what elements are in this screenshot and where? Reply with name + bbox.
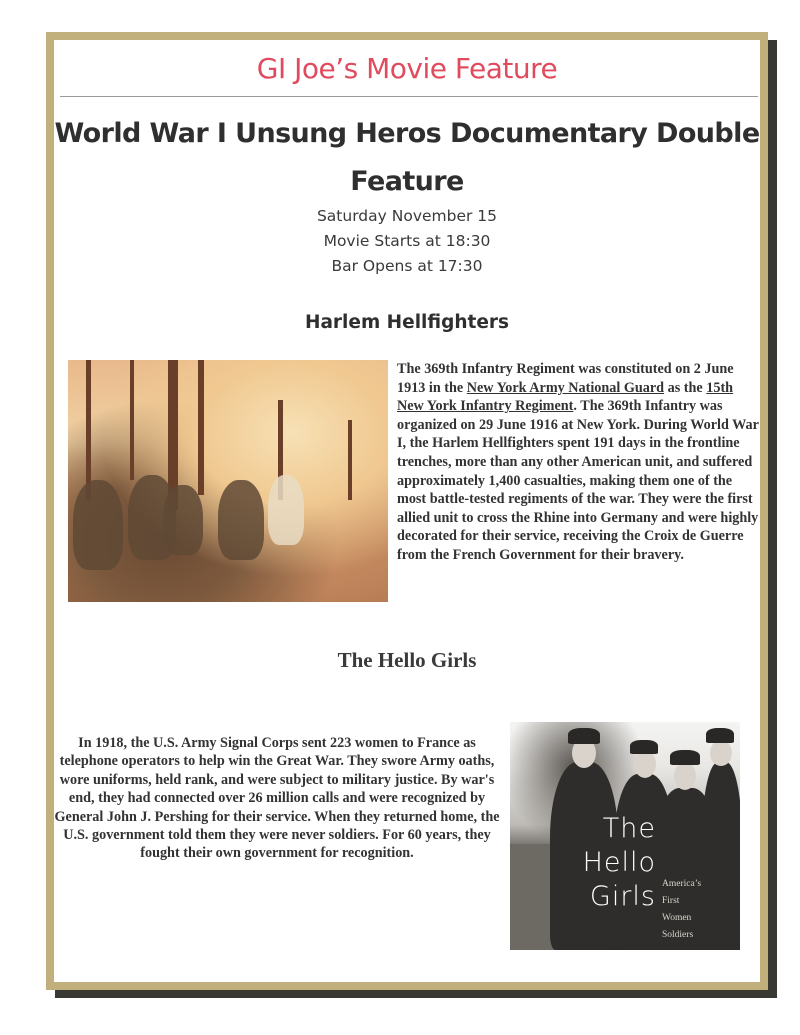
book-title: The Hello Girls	[582, 813, 656, 912]
flyer-page	[54, 40, 760, 982]
header-title: GI Joe’s Movie Feature	[256, 52, 558, 85]
event-info	[54, 204, 760, 279]
hello-girls-description: In 1918, the U.S. Army Signal Corps sent 223 women to France as telephone operators to help win the Great War. They swore Army oaths, wore uniforms, held rank, and were subject to military justice. By war's end, they had connected over 26 million calls and were recognized by General John J. Pershing for their service. When they returned home, the U.S. government told them they were never soldiers. For 60 years, they fought their own government for recognition.	[54, 735, 500, 862]
bar-open-time: Bar Opens at 17:30	[331, 257, 483, 275]
book-subtitle: America’s First Women Soldiers	[662, 879, 702, 940]
main-title-line-1: World War I Unsung Heros Documentary Double	[54, 118, 760, 149]
harlem-hellfighters-painting	[68, 360, 388, 602]
movie-start-time: Movie Starts at 18:30	[323, 232, 491, 250]
section-title-harlem-hellfighters: Harlem Hellfighters	[304, 312, 510, 333]
event-date: Saturday November 15	[316, 207, 498, 225]
header-divider	[60, 96, 758, 97]
section-title-hello-girls: The Hello Girls	[337, 648, 477, 672]
hello-girls-book-cover	[510, 722, 740, 950]
main-title	[54, 110, 760, 206]
link-15th-ny-infantry-regiment[interactable]: 15th New York Infantry Regiment	[397, 379, 734, 415]
harlem-hellfighters-description: The 369th Infantry Regiment was constituted on 2 June 1913 in the New York Army National Guard as the 15th New York Infantry Regiment. The 369th Infantry was organized on 29 June 1916 at New York. During World War I, the Harlem Hellfighters spent 191 days in the frontline trenches, more than any other American unit, and suffered approximately 1,400 casualties, making them one of the most battle-tested regiments of the war. They were the first allied unit to cross the Rhine into Germany and were highly decorated for their service, receiving the Croix de Guerre from the French Government for their bravery.	[397, 361, 759, 563]
main-title-line-2: Feature	[350, 166, 464, 197]
link-ny-army-national-guard[interactable]: New York Army National Guard	[466, 379, 665, 396]
